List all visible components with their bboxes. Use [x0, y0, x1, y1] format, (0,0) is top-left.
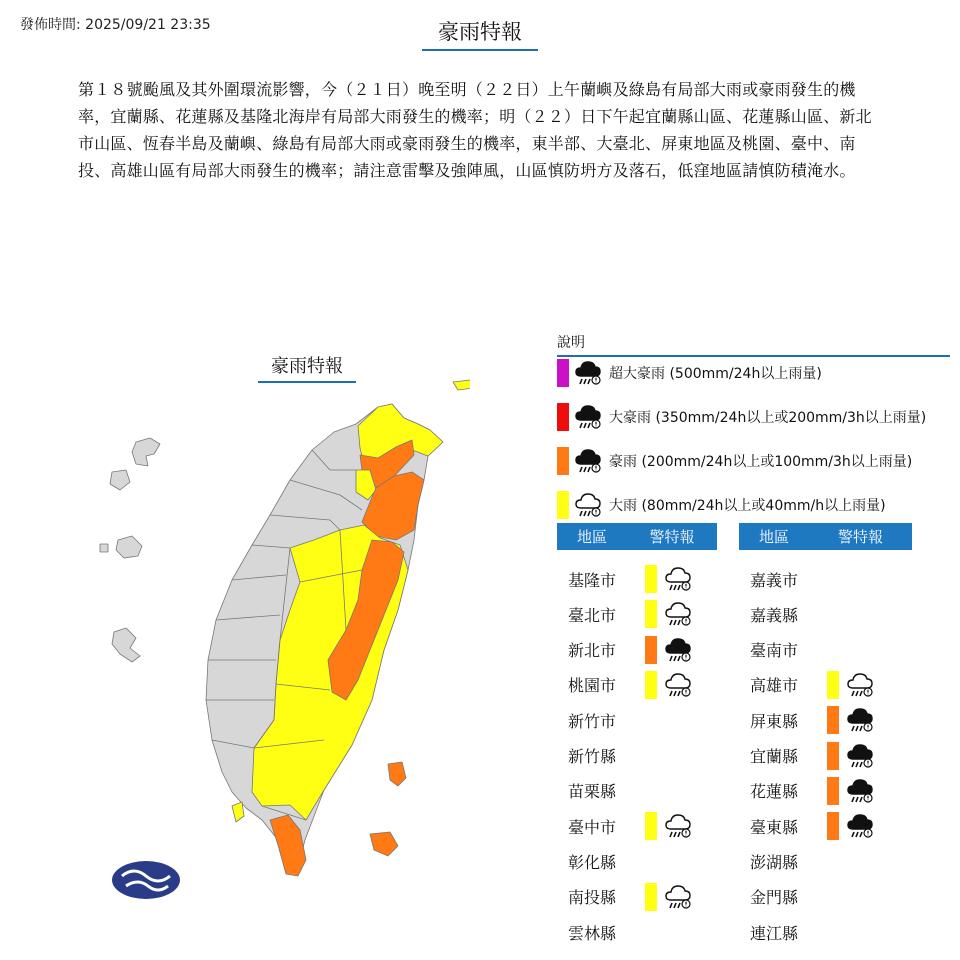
rain-cloud-outline-icon [845, 670, 875, 700]
warning-description: 第１８號颱風及其外圍環流影響，今（２１日）晚至明（２２日）上午蘭嶼及綠島有局部大雨或豪雨發生的機率，宜蘭縣、花蓮縣及基隆北海岸有局部大雨發生的機率；明（２２）日下午起宜蘭縣山區、花蓮縣山區、新北市山區、恆春半島及蘭嶼、綠島有局部大雨或豪雨發生的機率，東半部、大臺北、屏東地區及桃園、臺中、南投、高雄山區有局部大雨發生的機率；請注意雷擊及強陣風，山區慎防坍方及落石，低窪地區請慎防積淹水。 [78, 80, 872, 180]
table-header-left [557, 523, 717, 550]
region-name: 基隆市 [567, 570, 616, 590]
table-row [739, 811, 875, 841]
warning-swatch [827, 671, 839, 699]
legend-label: 大豪雨 (350mm/24h以上或200mm/3h以上雨量) [609, 410, 927, 426]
island-green-island [388, 762, 406, 786]
table-row [739, 564, 809, 594]
heavy-rain-cloud-icon [573, 446, 603, 476]
island-lanyu [370, 832, 398, 856]
heavy-rain-cloud-icon [845, 705, 875, 735]
island-pengjia [453, 380, 470, 390]
region-name: 花蓮縣 [749, 782, 798, 802]
table-row [557, 882, 693, 912]
island-kinmen [116, 536, 142, 558]
heavy-rain-cloud-icon [845, 776, 875, 806]
rain-cloud-outline-icon [663, 670, 693, 700]
legend-label: 豪雨 (200mm/24h以上或100mm/3h以上雨量) [609, 454, 913, 470]
table-row [557, 599, 693, 629]
legend-swatch [557, 447, 569, 475]
island-matsu [132, 438, 160, 466]
legend-swatch [557, 403, 569, 431]
warning-swatch [645, 565, 657, 593]
warning-swatch [827, 706, 839, 734]
rain-cloud-outline-icon [663, 564, 693, 594]
region-name: 嘉義市 [749, 570, 798, 590]
region-name: 南投縣 [567, 888, 616, 908]
issued-time: 發佈時間: 2025/09/21 23:35 [20, 17, 211, 33]
heavy-rain-cloud-icon [845, 741, 875, 771]
cwa-logo [112, 861, 180, 899]
legend-label: 大雨 (80mm/24h以上或40mm/h以上雨量) [609, 498, 886, 514]
region-name: 彰化縣 [567, 852, 616, 872]
table-row [739, 917, 809, 947]
table-row [739, 846, 809, 876]
warning-swatch [827, 812, 839, 840]
region-name: 新竹縣 [567, 747, 616, 766]
table-row [557, 846, 627, 876]
header-region: 地區 [758, 528, 789, 546]
heavy-rain-cloud-icon [573, 358, 603, 388]
rain-cloud-outline-icon [573, 490, 603, 520]
header-region: 地區 [576, 528, 607, 546]
table-row [557, 705, 627, 735]
region-name: 臺北市 [567, 605, 616, 625]
table-header-right [739, 523, 912, 550]
island-penghu [112, 628, 140, 662]
table-row [557, 917, 627, 947]
map-title: 豪雨特報 [258, 352, 356, 383]
table-row [739, 741, 875, 771]
warning-swatch [827, 742, 839, 770]
rain-cloud-outline-icon [663, 599, 693, 629]
region-name: 連江縣 [749, 923, 798, 943]
warning-swatch [645, 600, 657, 628]
legend-item-extremely-heavy [557, 445, 912, 477]
table-row [557, 564, 693, 594]
table-row [557, 776, 627, 806]
region-name: 臺中市 [567, 817, 616, 837]
region-name: 高雄市 [749, 676, 798, 696]
table-row [739, 670, 875, 700]
heavy-rain-cloud-icon [573, 402, 603, 432]
heavy-rain-cloud-icon [845, 811, 875, 841]
region-name: 澎湖縣 [749, 852, 798, 872]
region-name: 宜蘭縣 [749, 747, 798, 766]
warning-swatch [645, 671, 657, 699]
table-row [557, 741, 627, 771]
legend-item-torrential [557, 401, 926, 433]
rain-cloud-outline-icon [663, 882, 693, 912]
taiwan-map [90, 340, 470, 900]
legend-title: 說明 [557, 332, 950, 357]
table-row [557, 670, 693, 700]
warning-swatch [645, 636, 657, 664]
region-name: 苗栗縣 [567, 782, 616, 802]
island-matsu-2 [110, 470, 130, 490]
region-name: 屏東縣 [749, 711, 798, 731]
table-row [739, 776, 875, 806]
table-row [739, 599, 809, 629]
header-warning: 警特報 [649, 528, 695, 546]
legend-item-heavy [557, 489, 886, 521]
region-name: 臺東縣 [749, 817, 798, 837]
warning-swatch [827, 777, 839, 805]
warning-swatch [645, 883, 657, 911]
region-name: 嘉義縣 [749, 605, 798, 625]
island-liuqiu [232, 802, 244, 822]
legend-item-extreme [557, 357, 822, 389]
header-warning: 警特報 [837, 528, 883, 546]
region-name: 新竹市 [567, 711, 616, 731]
page-title: 豪雨特報 [422, 16, 538, 51]
table-row [739, 635, 809, 665]
rain-cloud-outline-icon [663, 811, 693, 841]
warning-swatch [645, 812, 657, 840]
island-kinmen-small [100, 544, 108, 552]
table-row [739, 705, 875, 735]
legend-label: 超大豪雨 (500mm/24h以上雨量) [609, 366, 822, 382]
region-name: 臺南市 [749, 641, 798, 661]
table-row [557, 811, 693, 841]
region-name: 新北市 [567, 641, 616, 661]
table-row [739, 882, 809, 912]
region-name: 金門縣 [749, 888, 798, 908]
region-name: 雲林縣 [567, 923, 616, 943]
table-row [557, 635, 693, 665]
legend-swatch [557, 359, 569, 387]
region-name: 桃園市 [567, 676, 616, 696]
heavy-rain-cloud-icon [663, 635, 693, 665]
legend-swatch [557, 491, 569, 519]
